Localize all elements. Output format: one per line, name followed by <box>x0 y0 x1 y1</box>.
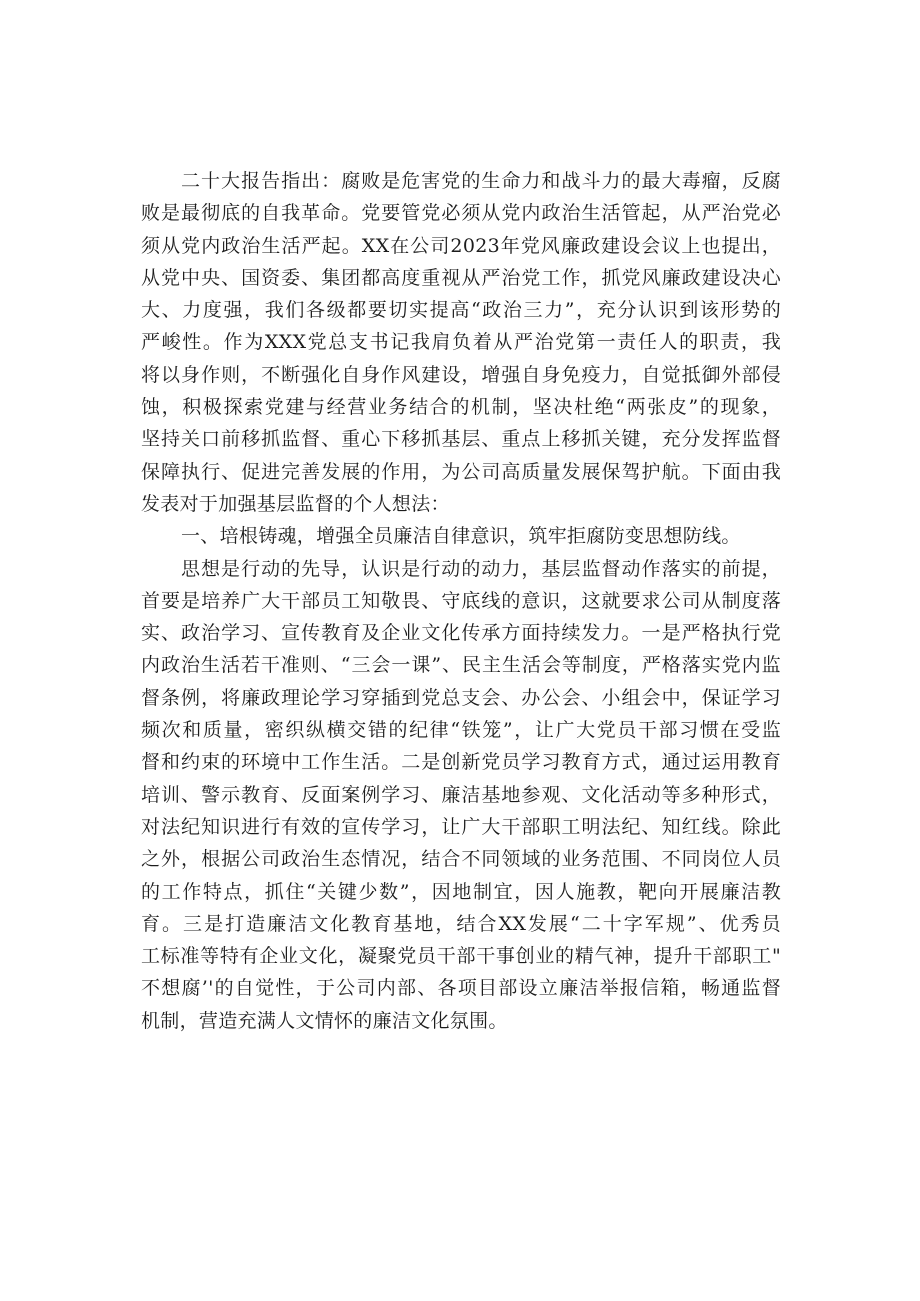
text-line: 工标准等特有企业文化，凝聚党员干部干事创业的精气神，提升干部职工" <box>141 945 781 968</box>
document-body <box>141 165 781 1037</box>
text-line: 须从党内政治生活严起。XX在公司2023年党风廉政建设会议上也提出， <box>141 234 781 257</box>
text-line: 败是最彻底的自我革命。党要管党必须从党内政治生活管起，从严治党必 <box>141 202 781 225</box>
text-line: 督条例，将廉政理论学习穿插到党总支会、办公会、小组会中，保证学习 <box>141 686 781 709</box>
text-line: 将以身作则，不断强化自身作风建设，增强自身免疫力，自觉抵御外部侵 <box>141 363 781 386</box>
text-line: 保障执行、促进完善发展的作用，为公司高质量发展保驾护航。下面由我 <box>141 460 781 483</box>
text-line: 机制，营造充满人文情怀的廉洁文化氛围。 <box>141 1009 508 1032</box>
text-line: 内政治生活若干准则、“三会一课”、民主生活会等制度，严格落实党内监 <box>141 654 781 677</box>
text-line: 之外，根据公司政治生态情况，结合不同领域的业务范围、不同岗位人员 <box>141 848 781 871</box>
text-line: 思想是行动的先导，认识是行动的动力，基层监督动作落实的前提， <box>181 557 781 580</box>
text-line: 不想腐’'的自觉性，于公司内部、各项目部设立廉洁举报信箱，畅通监督 <box>141 977 781 1000</box>
text-line: 对法纪知识进行有效的宣传学习，让广大干部职工明法纪、知红线。除此 <box>141 815 781 838</box>
text-line: 蚀，积极探索党建与经营业务结合的机制，坚决杜绝“两张皮”的现象， <box>141 396 781 419</box>
text-line: 大、力度强，我们各级都要切实提高“政治三力”，充分认识到该形势的 <box>141 299 781 322</box>
text-line: 的工作特点，抓住“关键少数”，因地制宜，因人施教，靶向开展廉洁教 <box>141 880 781 903</box>
text-line: 从党中央、国资委、集团都高度重视从严治党工作，抓党风廉政建设决心 <box>141 266 781 289</box>
text-line: 二十大报告指出：腐败是危害党的生命力和战斗力的最大毒瘤，反腐 <box>181 170 781 192</box>
section-heading: 一、培根铸魂，增强全员廉洁自律意识，筑牢拒腐防变思想防线。 <box>181 525 741 548</box>
text-line: 发表对于加强基层监督的个人想法： <box>141 492 450 515</box>
text-line: 频次和质量，密织纵横交错的纪律“铁笼”，让广大党员干部习惯在受监 <box>141 719 781 742</box>
text-line: 首要是培养广大干部员工知敬畏、守底线的意识，这就要求公司从制度落 <box>141 589 781 612</box>
text-line: 育。三是打造廉洁文化教育基地，结合XX发展“二十字军规”、优秀员 <box>141 912 781 935</box>
text-line: 培训、警示教育、反面案例学习、廉洁基地参观、文化活动等多种形式， <box>141 783 781 806</box>
text-line: 坚持关口前移抓监督、重心下移抓基层、重点上移抓关键，充分发挥监督 <box>141 428 781 451</box>
text-line: 督和约束的环境中工作生活。二是创新党员学习教育方式，通过运用教育 <box>141 751 781 774</box>
text-line: 严峻性。作为XXX党总支书记我肩负着从严治党第一责任人的职责，我 <box>141 331 781 354</box>
text-line: 实、政治学习、宣传教育及企业文化传承方面持续发力。一是严格执行党 <box>141 622 781 645</box>
